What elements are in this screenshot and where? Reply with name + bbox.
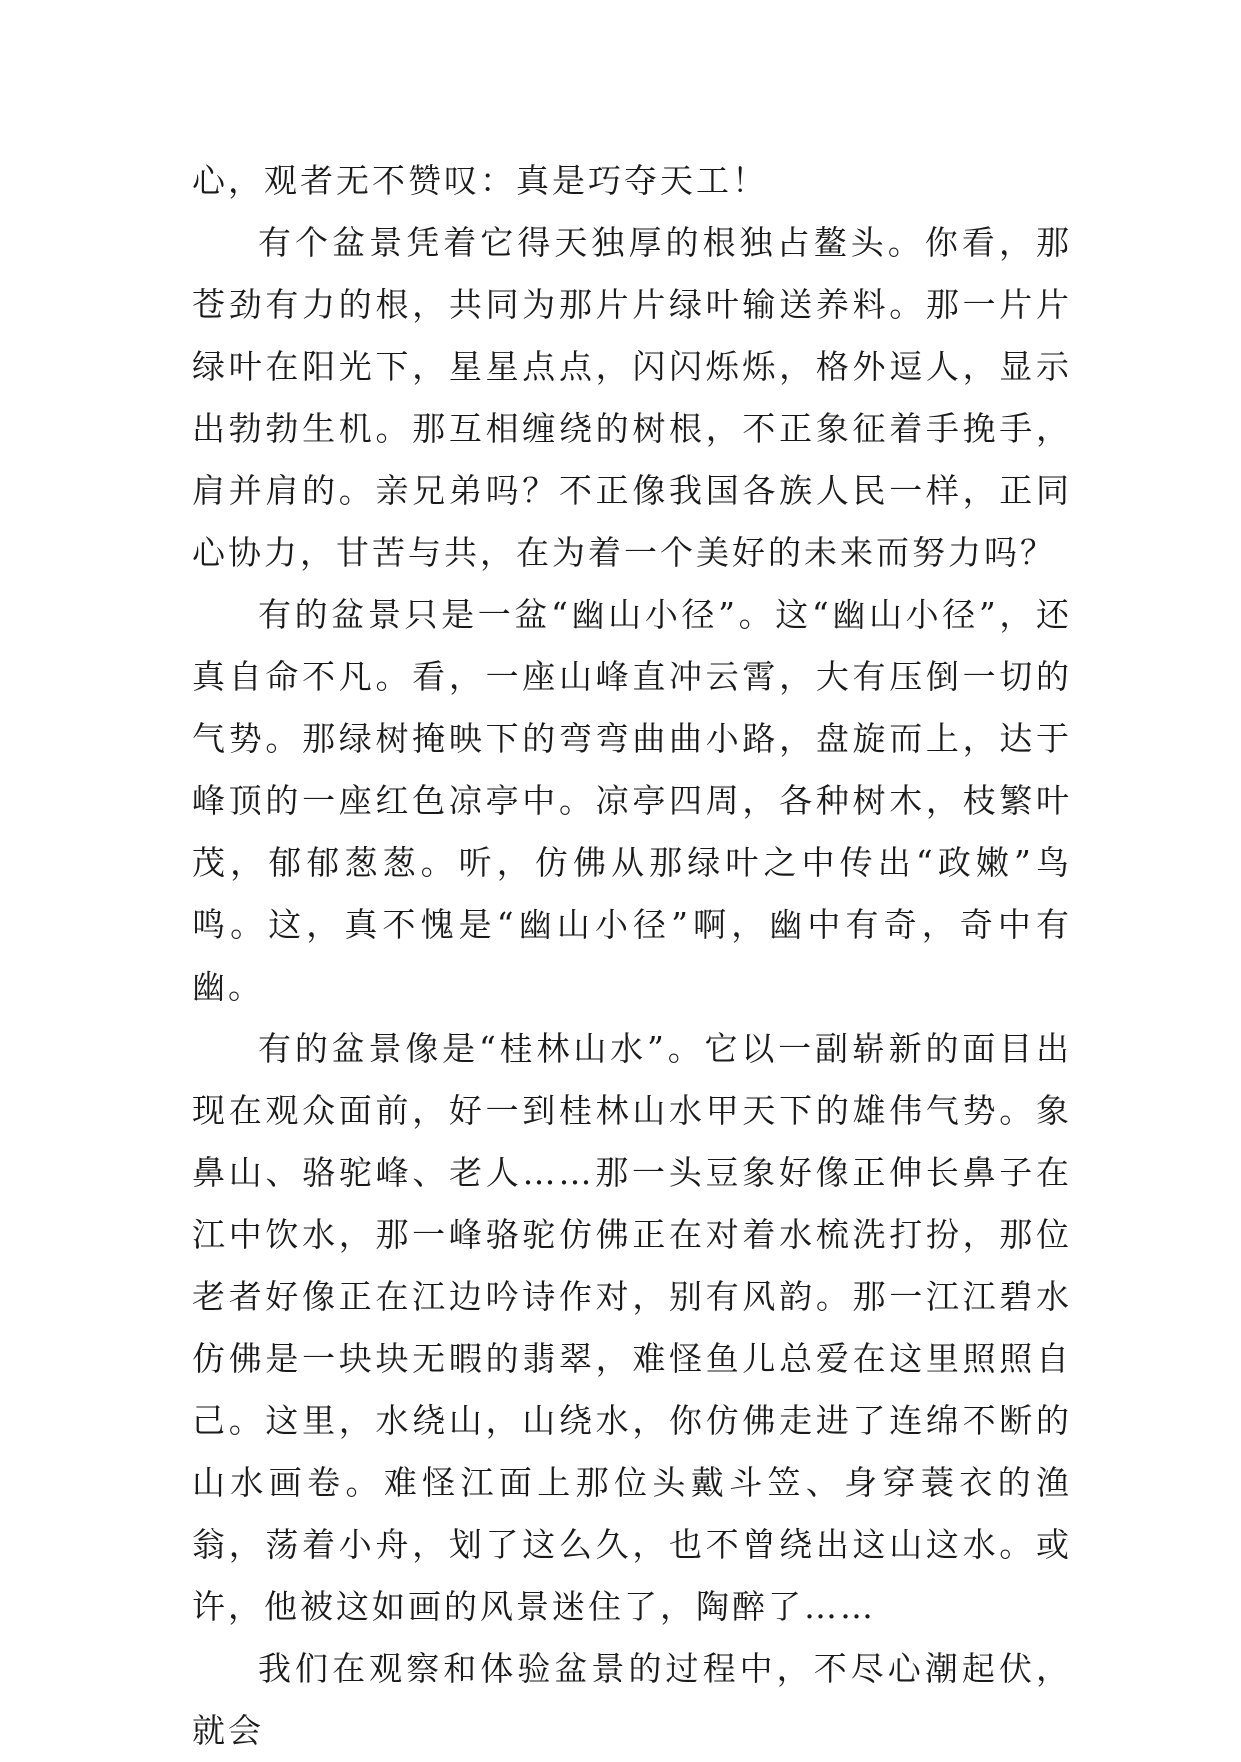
paragraph-4: 有的盆景像是“桂林山水”。它以一副崭新的面目出现在观众面前，好一到桂林山水甲天下的雄伟气势。象鼻山、骆驼峰、老人……那一头豆象好像正伸长鼻子在江中饮水，那一峰骆驼仿佛正在对着水梳洗打扮，那位老者好像正在江边吟诗作对，别有风韵。那一江江碧水仿佛是一块块无暇的翡翠，难怪鱼儿总爱在这里照照自己。这里，水绕山，山绕水，你仿佛走进了连绵不断的山水画卷。难怪江面上那位头戴斗笠、身穿蓑衣的渔翁，荡着小舟，划了这么久，也不曾绕出这山这水。或许，他被这如画的风景迷住了，陶醉了……	[192, 1029, 1072, 1626]
document-body	[192, 150, 1072, 1762]
paragraph-5: 我们在观察和体验盆景的过程中，不尽心潮起伏，就会	[192, 1649, 1072, 1750]
paragraph-1: 心，观者无不赞叹：真是巧夺天工！	[192, 161, 768, 200]
paragraph-2: 有个盆景凭着它得天独厚的根独占鳌头。你看，那苍劲有力的根，共同为那片片绿叶输送养料。那一片片绿叶在阳光下，星星点点，闪闪烁烁，格外逗人，显示出勃勃生机。那互相缠绕的树根，不正象征着手挽手，肩并肩的。亲兄弟吗？不正像我国各族人民一样，正同心协力，甘苦与共，在为着一个美好的未来而努力吗？	[192, 223, 1072, 572]
paragraph-3: 有的盆景只是一盆“幽山小径”。这“幽山小径”，还真自命不凡。看，一座山峰直冲云霄，大有压倒一切的气势。那绿树掩映下的弯弯曲曲小路，盘旋而上，达于峰顶的一座红色凉亭中。凉亭四周，各种树木，枝繁叶茂，郁郁葱葱。听，仿佛从那绿叶之中传出“政嫩”鸟鸣。这，真不愧是“幽山小径”啊，幽中有奇，奇中有幽。	[192, 595, 1072, 1006]
